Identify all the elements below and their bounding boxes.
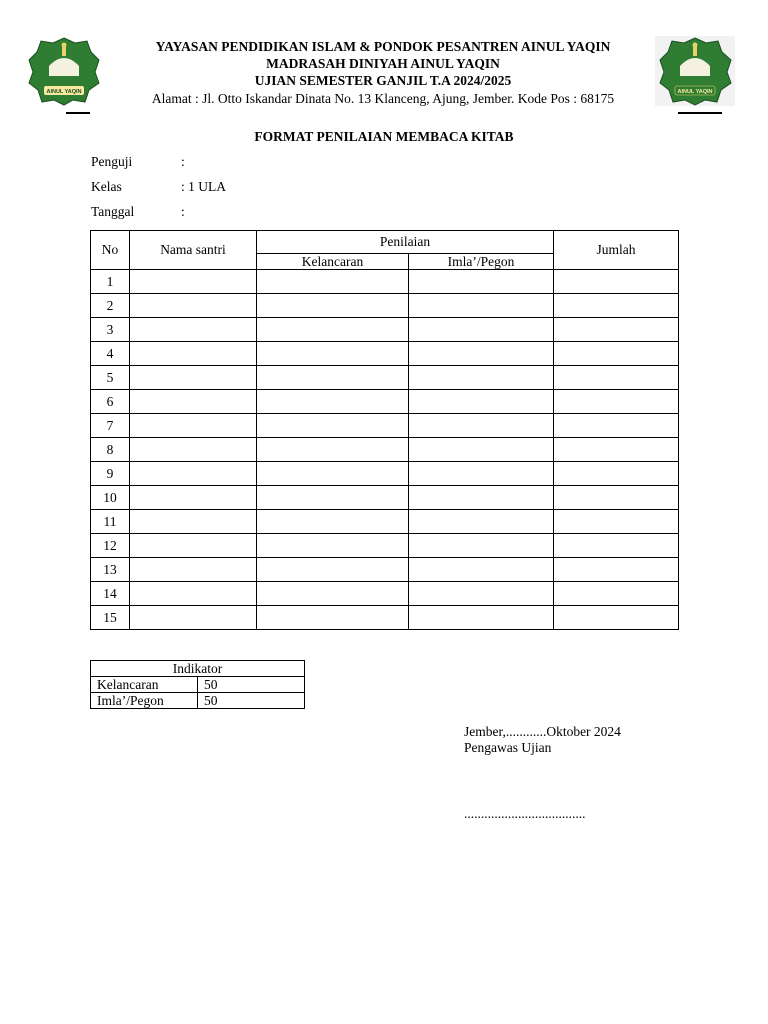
name-cell — [130, 582, 257, 606]
row-number: 5 — [91, 366, 130, 390]
field-penguji — [91, 154, 185, 170]
indicator-row — [91, 677, 305, 693]
indicator-table — [90, 660, 305, 709]
jumlah-cell — [554, 462, 679, 486]
jumlah-cell — [554, 318, 679, 342]
imla-pegon-cell — [409, 414, 554, 438]
assessment-table — [90, 230, 679, 630]
field-label: Penguji — [91, 154, 133, 169]
imla-pegon-cell — [409, 318, 554, 342]
col-header-imla-pegon: Imla’/Pegon — [409, 254, 554, 270]
jumlah-cell — [554, 486, 679, 510]
field-value: : — [181, 204, 185, 219]
jumlah-cell — [554, 294, 679, 318]
row-number: 8 — [91, 438, 130, 462]
field-tanggal — [91, 204, 185, 220]
school-logo-right — [655, 36, 735, 106]
name-cell — [130, 390, 257, 414]
signature-place-date: Jember,............Oktober 2024 — [464, 724, 621, 739]
indicator-value: 50 — [198, 677, 305, 693]
row-number: 12 — [91, 534, 130, 558]
jumlah-cell — [554, 342, 679, 366]
imla-pegon-cell — [409, 534, 554, 558]
row-number: 2 — [91, 294, 130, 318]
imla-pegon-cell — [409, 558, 554, 582]
name-cell — [130, 486, 257, 510]
table-row — [91, 366, 679, 390]
kelancaran-cell — [257, 342, 409, 366]
name-cell — [130, 414, 257, 438]
name-cell — [130, 558, 257, 582]
kelancaran-cell — [257, 438, 409, 462]
kelancaran-cell — [257, 414, 409, 438]
logo-right-underline — [678, 112, 722, 114]
col-header-penilaian: Penilaian — [257, 231, 554, 254]
name-cell — [130, 534, 257, 558]
jumlah-cell — [554, 390, 679, 414]
row-number: 13 — [91, 558, 130, 582]
imla-pegon-cell — [409, 438, 554, 462]
col-header-no: No — [91, 231, 130, 270]
field-value: : 1 ULA — [181, 179, 226, 194]
name-cell — [130, 366, 257, 390]
row-number: 4 — [91, 342, 130, 366]
indicator-row — [91, 693, 305, 709]
kelancaran-cell — [257, 558, 409, 582]
row-number: 9 — [91, 462, 130, 486]
kelancaran-cell — [257, 294, 409, 318]
imla-pegon-cell — [409, 390, 554, 414]
field-value: : — [181, 154, 185, 169]
imla-pegon-cell — [409, 270, 554, 294]
field-label: Kelas — [91, 179, 122, 194]
jumlah-cell — [554, 270, 679, 294]
kelancaran-cell — [257, 366, 409, 390]
imla-pegon-cell — [409, 366, 554, 390]
row-number: 1 — [91, 270, 130, 294]
table-row — [91, 270, 679, 294]
imla-pegon-cell — [409, 486, 554, 510]
table-row — [91, 558, 679, 582]
header-line-1: YAYASAN PENDIDIKAN ISLAM & PONDOK PESANTREN AINUL YAQIN — [155, 39, 611, 54]
col-header-jumlah: Jumlah — [554, 231, 679, 270]
name-cell — [130, 438, 257, 462]
jumlah-cell — [554, 534, 679, 558]
signature-name-line: .................................... — [464, 806, 586, 821]
jumlah-cell — [554, 582, 679, 606]
kelancaran-cell — [257, 606, 409, 630]
school-logo-left — [27, 36, 101, 106]
table-row — [91, 534, 679, 558]
kelancaran-cell — [257, 486, 409, 510]
imla-pegon-cell — [409, 294, 554, 318]
logo-text-left: AINUL YAQIN — [46, 89, 82, 95]
table-row — [91, 342, 679, 366]
signature-role: Pengawas Ujian — [464, 740, 552, 755]
name-cell — [130, 510, 257, 534]
row-number: 10 — [91, 486, 130, 510]
name-cell — [130, 342, 257, 366]
jumlah-cell — [554, 414, 679, 438]
name-cell — [130, 318, 257, 342]
row-number: 11 — [91, 510, 130, 534]
col-header-name: Nama santri — [130, 231, 257, 270]
row-number: 7 — [91, 414, 130, 438]
document-title: FORMAT PENILAIAN MEMBACA KITAB — [254, 129, 514, 144]
field-kelas — [91, 179, 226, 195]
table-row — [91, 390, 679, 414]
letterhead — [100, 38, 666, 108]
table-row — [91, 486, 679, 510]
kelancaran-cell — [257, 318, 409, 342]
table-row — [91, 438, 679, 462]
table-row — [91, 414, 679, 438]
imla-pegon-cell — [409, 606, 554, 630]
name-cell — [130, 606, 257, 630]
imla-pegon-cell — [409, 342, 554, 366]
row-number: 15 — [91, 606, 130, 630]
jumlah-cell — [554, 438, 679, 462]
row-number: 14 — [91, 582, 130, 606]
name-cell — [130, 462, 257, 486]
header-line-2: MADRASAH DINIYAH AINUL YAQIN — [266, 56, 500, 71]
indicator-label: Imla’/Pegon — [91, 693, 198, 709]
indicator-label: Kelancaran — [91, 677, 198, 693]
kelancaran-cell — [257, 582, 409, 606]
indicator-title: Indikator — [91, 661, 305, 677]
header-line-3: UJIAN SEMESTER GANJIL T.A 2024/2025 — [254, 73, 512, 88]
jumlah-cell — [554, 558, 679, 582]
table-row — [91, 582, 679, 606]
kelancaran-cell — [257, 390, 409, 414]
kelancaran-cell — [257, 534, 409, 558]
logo-left-underline — [66, 112, 90, 114]
row-number: 6 — [91, 390, 130, 414]
table-row — [91, 318, 679, 342]
jumlah-cell — [554, 606, 679, 630]
jumlah-cell — [554, 366, 679, 390]
imla-pegon-cell — [409, 462, 554, 486]
table-row — [91, 606, 679, 630]
logo-text-right: AINUL YAQIN — [677, 89, 713, 95]
kelancaran-cell — [257, 510, 409, 534]
name-cell — [130, 270, 257, 294]
kelancaran-cell — [257, 270, 409, 294]
imla-pegon-cell — [409, 510, 554, 534]
table-row — [91, 294, 679, 318]
name-cell — [130, 294, 257, 318]
col-header-kelancaran: Kelancaran — [257, 254, 409, 270]
table-row — [91, 510, 679, 534]
header-address: Alamat : Jl. Otto Iskandar Dinata No. 13 Klanceng, Ajung, Jember. Kode Pos : 68175 — [151, 91, 615, 106]
imla-pegon-cell — [409, 582, 554, 606]
kelancaran-cell — [257, 462, 409, 486]
indicator-value: 50 — [198, 693, 305, 709]
field-label: Tanggal — [91, 204, 135, 219]
table-row — [91, 462, 679, 486]
row-number: 3 — [91, 318, 130, 342]
jumlah-cell — [554, 510, 679, 534]
